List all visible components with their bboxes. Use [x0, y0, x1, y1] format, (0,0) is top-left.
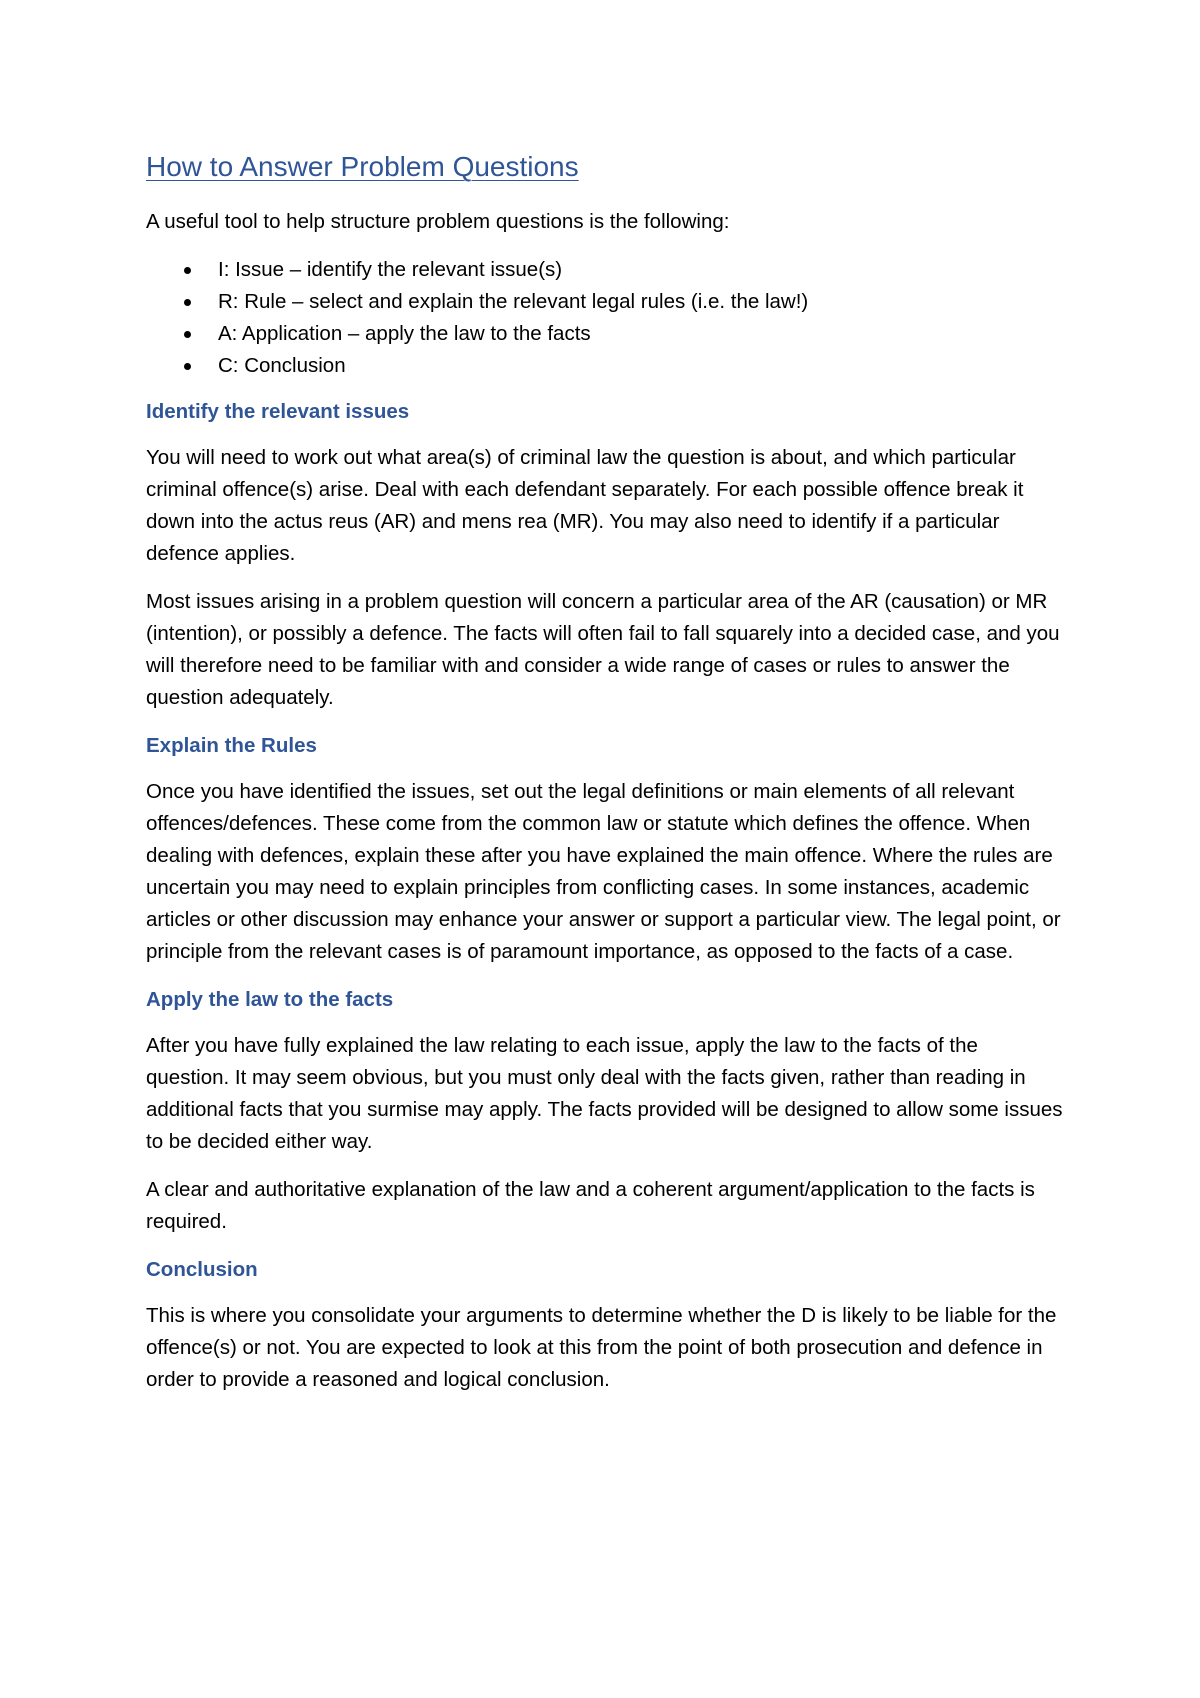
list-item: [146, 286, 1066, 318]
document-page: [146, 150, 1066, 1412]
list-item-text: A: Application – apply the law to the facts: [218, 321, 591, 345]
list-item-text: C: Conclusion: [218, 353, 346, 377]
list-item: [146, 350, 1066, 382]
bullet-icon: [184, 299, 191, 306]
bullet-icon: [184, 363, 191, 370]
intro-paragraph: A useful tool to help structure problem questions is the following:: [146, 209, 730, 233]
section-heading-apply-law: Apply the law to the facts: [146, 987, 394, 1011]
list-item: [146, 254, 1066, 286]
list-item-text: I: Issue – identify the relevant issue(s): [218, 257, 563, 281]
section-heading-explain-rules: Explain the Rules: [146, 733, 317, 757]
section-paragraph: Most issues arising in a problem question will concern a particular area of the AR (causation) or MR (intention), or possibly a defence. The facts will often fail to fall squarely into a decided case, and you will therefore need to be familiar with and consider a wide range of cases or rules to answer the question adequately.: [146, 589, 1060, 709]
list-item-text: R: Rule – select and explain the relevant legal rules (i.e. the law!): [218, 289, 809, 313]
section-paragraph: Once you have identified the issues, set out the legal definitions or main elements of all relevant offences/defences. These come from the common law or statute which defines the offence. When dealing with defences, explain these after you have explained the main offence. Where the rules are uncertain you may need to explain principles from conflicting cases. In some instances, academic articles or other discussion may enhance your answer or support a particular view. The legal point, or principle from the relevant cases is of paramount importance, as opposed to the facts of a case.: [146, 779, 1061, 963]
list-item: [146, 318, 1066, 350]
section-paragraph: A clear and authoritative explanation of the law and a coherent argument/application to the facts is required.: [146, 1177, 1035, 1233]
bullet-icon: [184, 331, 191, 338]
bullet-icon: [184, 267, 191, 274]
section-paragraph: After you have fully explained the law relating to each issue, apply the law to the facts of the question. It may seem obvious, but you must only deal with the facts given, rather than reading in additional facts that you surmise may apply. The facts provided will be designed to allow some issues to be decided either way.: [146, 1033, 1063, 1153]
irac-list: [146, 254, 1066, 382]
section-heading-identify-issues: Identify the relevant issues: [146, 399, 410, 423]
section-paragraph: This is where you consolidate your arguments to determine whether the D is likely to be liable for the offence(s) or not. You are expected to look at this from the point of both prosecution and defence in order to provide a reasoned and logical conclusion.: [146, 1303, 1057, 1391]
page-title: How to Answer Problem Questions: [146, 151, 579, 182]
section-heading-conclusion: Conclusion: [146, 1257, 258, 1281]
section-paragraph: You will need to work out what area(s) of criminal law the question is about, and which particular criminal offence(s) arise. Deal with each defendant separately. For each possible offence break it down into the actus reus (AR) and mens rea (MR). You may also need to identify if a particular defence applies.: [146, 445, 1024, 565]
